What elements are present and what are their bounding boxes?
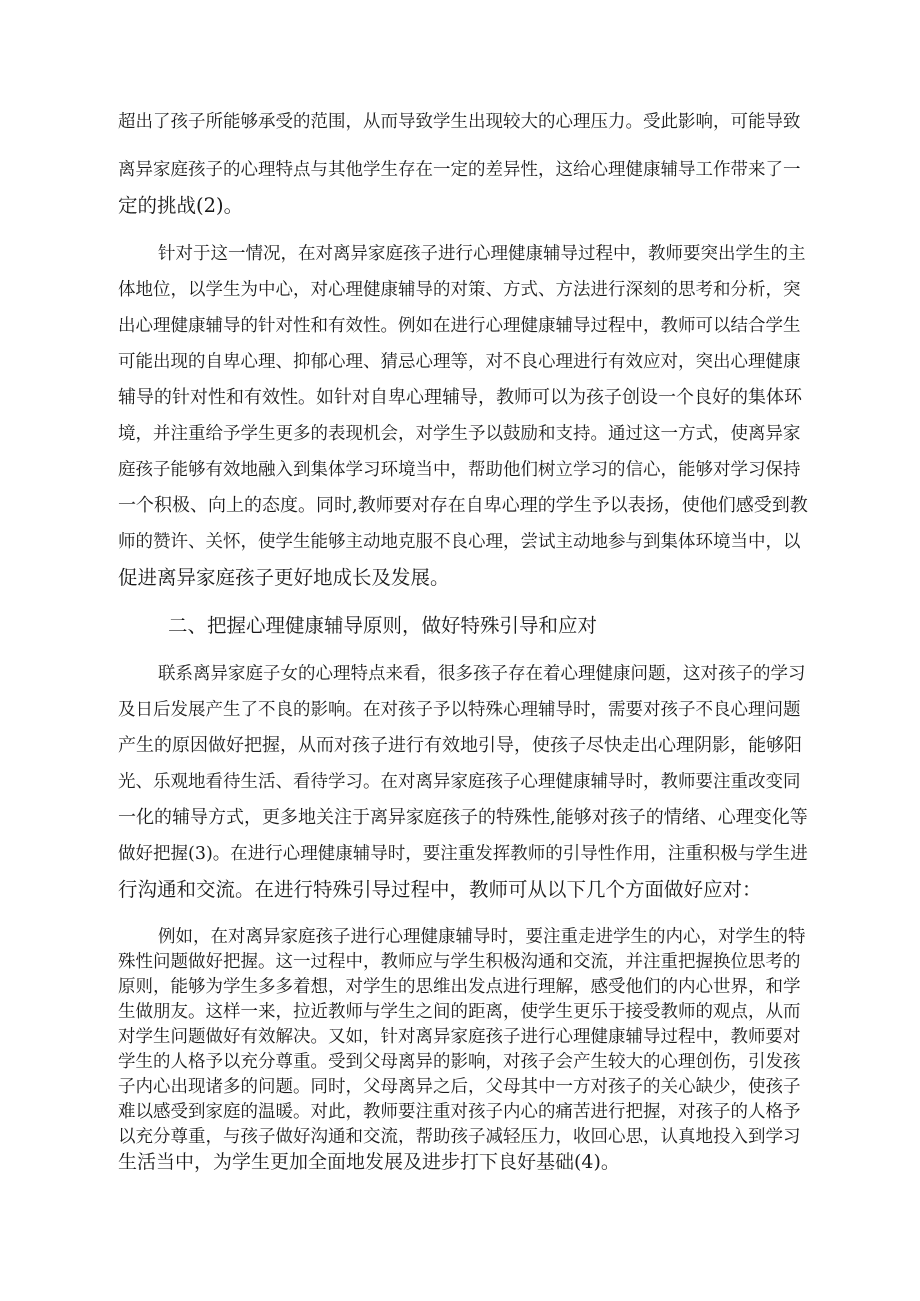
text-line: 定的挑战(2)。 xyxy=(118,194,244,217)
text-line: 离异家庭孩子的心理特点与其他学生存在一定的差异性，这给心理健康辅导工作带来了一 xyxy=(118,160,801,180)
text-line: 体地位，以学生为中心，对心理健康辅导的对策、方式、方法进行深刻的思考和分析，突 xyxy=(118,280,801,300)
text-line: 超出了孩子所能够承受的范围，从而导致学生出现较大的心理压力。受此影响，可能导致 xyxy=(118,112,801,132)
section-heading: 二、把握心理健康辅导原则，做好特殊引导和应对 xyxy=(168,614,598,637)
text-line: 做好把握(3)。在进行心理健康辅导时，要注重发挥教师的引导性作用，注重积极与学生进 xyxy=(118,844,808,864)
text-line: 对学生问题做好有效解决。又如，针对离异家庭孩子进行心理健康辅导过程中，教师要对 xyxy=(118,1027,801,1047)
text-line: 促进离异家庭孩子更好地成长及发展。 xyxy=(118,566,450,589)
text-line: 及日后发展产生了不良的影响。在对孩子予以特殊心理辅导时，需要对孩子不良心理问题 xyxy=(118,700,801,720)
text-line: 殊性问题做好把握。这一过程中，教师应与学生积极沟通和交流，并注重把握换位思考的 xyxy=(118,952,801,972)
text-line: 一化的辅导方式，更多地关注于离异家庭孩子的特殊性,能够对孩子的情绪、心理变化等 xyxy=(118,807,808,828)
text-line: 以充分尊重，与孩子做好沟通和交流，帮助孩子减轻压力，收回心思，认真地投入到学习 xyxy=(118,1127,801,1147)
text-line: 出心理健康辅导的针对性和有效性。例如在进行心理健康辅导过程中，教师可以结合学生 xyxy=(118,316,801,336)
text-line: 难以感受到家庭的温暖。对此，教师要注重对孩子内心的痛苦进行把握，对孩子的人格予 xyxy=(118,1102,801,1122)
text-line: 例如，在对离异家庭孩子进行心理健康辅导时，要注重走进学生的内心，对学生的特 xyxy=(158,927,806,947)
text-line: 光、乐观地看待生活、看待学习。在对离异家庭孩子心理健康辅导时，教师要注重改变同 xyxy=(118,772,801,792)
text-line: 产生的原因做好把握，从而对孩子进行有效地引导，使孩子尽快走出心理阴影，能够阳 xyxy=(118,735,802,756)
text-line: 境，并注重给予学生更多的表现机会，对学生予以鼓励和支持。通过这一方式，使离异家 xyxy=(118,424,801,444)
text-line: 生做朋友。这样一来，拉近教师与学生之间的距离，使学生更乐于接受教师的观点，从而 xyxy=(118,1002,801,1022)
text-line: 行沟通和交流。在进行特殊引导过程中，教师可从以下几个方面做好应对： xyxy=(118,878,762,901)
text-line: 可能出现的自卑心理、抑郁心理、猜忌心理等，对不良心理进行有效应对，突出心理健康 xyxy=(118,352,801,372)
text-line: 辅导的针对性和有效性。如针对自卑心理辅导，教师可以为孩子创设一个良好的集体环 xyxy=(118,387,802,408)
text-line: 联系离异家庭子女的心理特点来看，很多孩子存在着心理健康问题，这对孩子的学习 xyxy=(158,664,806,684)
text-line: 子内心出现诸多的问题。同时，父母离异之后，父母其中一方对孩子的关心缺少，使孩子 xyxy=(118,1077,801,1097)
text-line: 原则，能够为学生多多着想，对学生的思维出发点进行理解，感受他们的内心世界，和学 xyxy=(118,977,801,997)
text-line: 一个积极、向上的态度。同时,教师要对存在自卑心理的学生予以表扬，使他们感受到教 xyxy=(118,495,808,516)
text-line: 庭孩子能够有效地融入到集体学习环境当中，帮助他们树立学习的信心，能够对学习保持 xyxy=(118,460,801,480)
text-line: 针对于这一情况，在对离异家庭孩子进行心理健康辅导过程中，教师要突出学生的主 xyxy=(158,244,806,264)
text-line: 生活当中，为学生更加全面地发展及进步打下良好基础(4)。 xyxy=(118,1151,620,1173)
text-line: 师的赞许、关怀，使学生能够主动地克服不良心理，尝试主动地参与到集体环境当中，以 xyxy=(118,532,801,552)
text-line: 学生的人格予以充分尊重。受到父母离异的影响，对孩子会产生较大的心理创伤，引发孩 xyxy=(118,1052,801,1072)
